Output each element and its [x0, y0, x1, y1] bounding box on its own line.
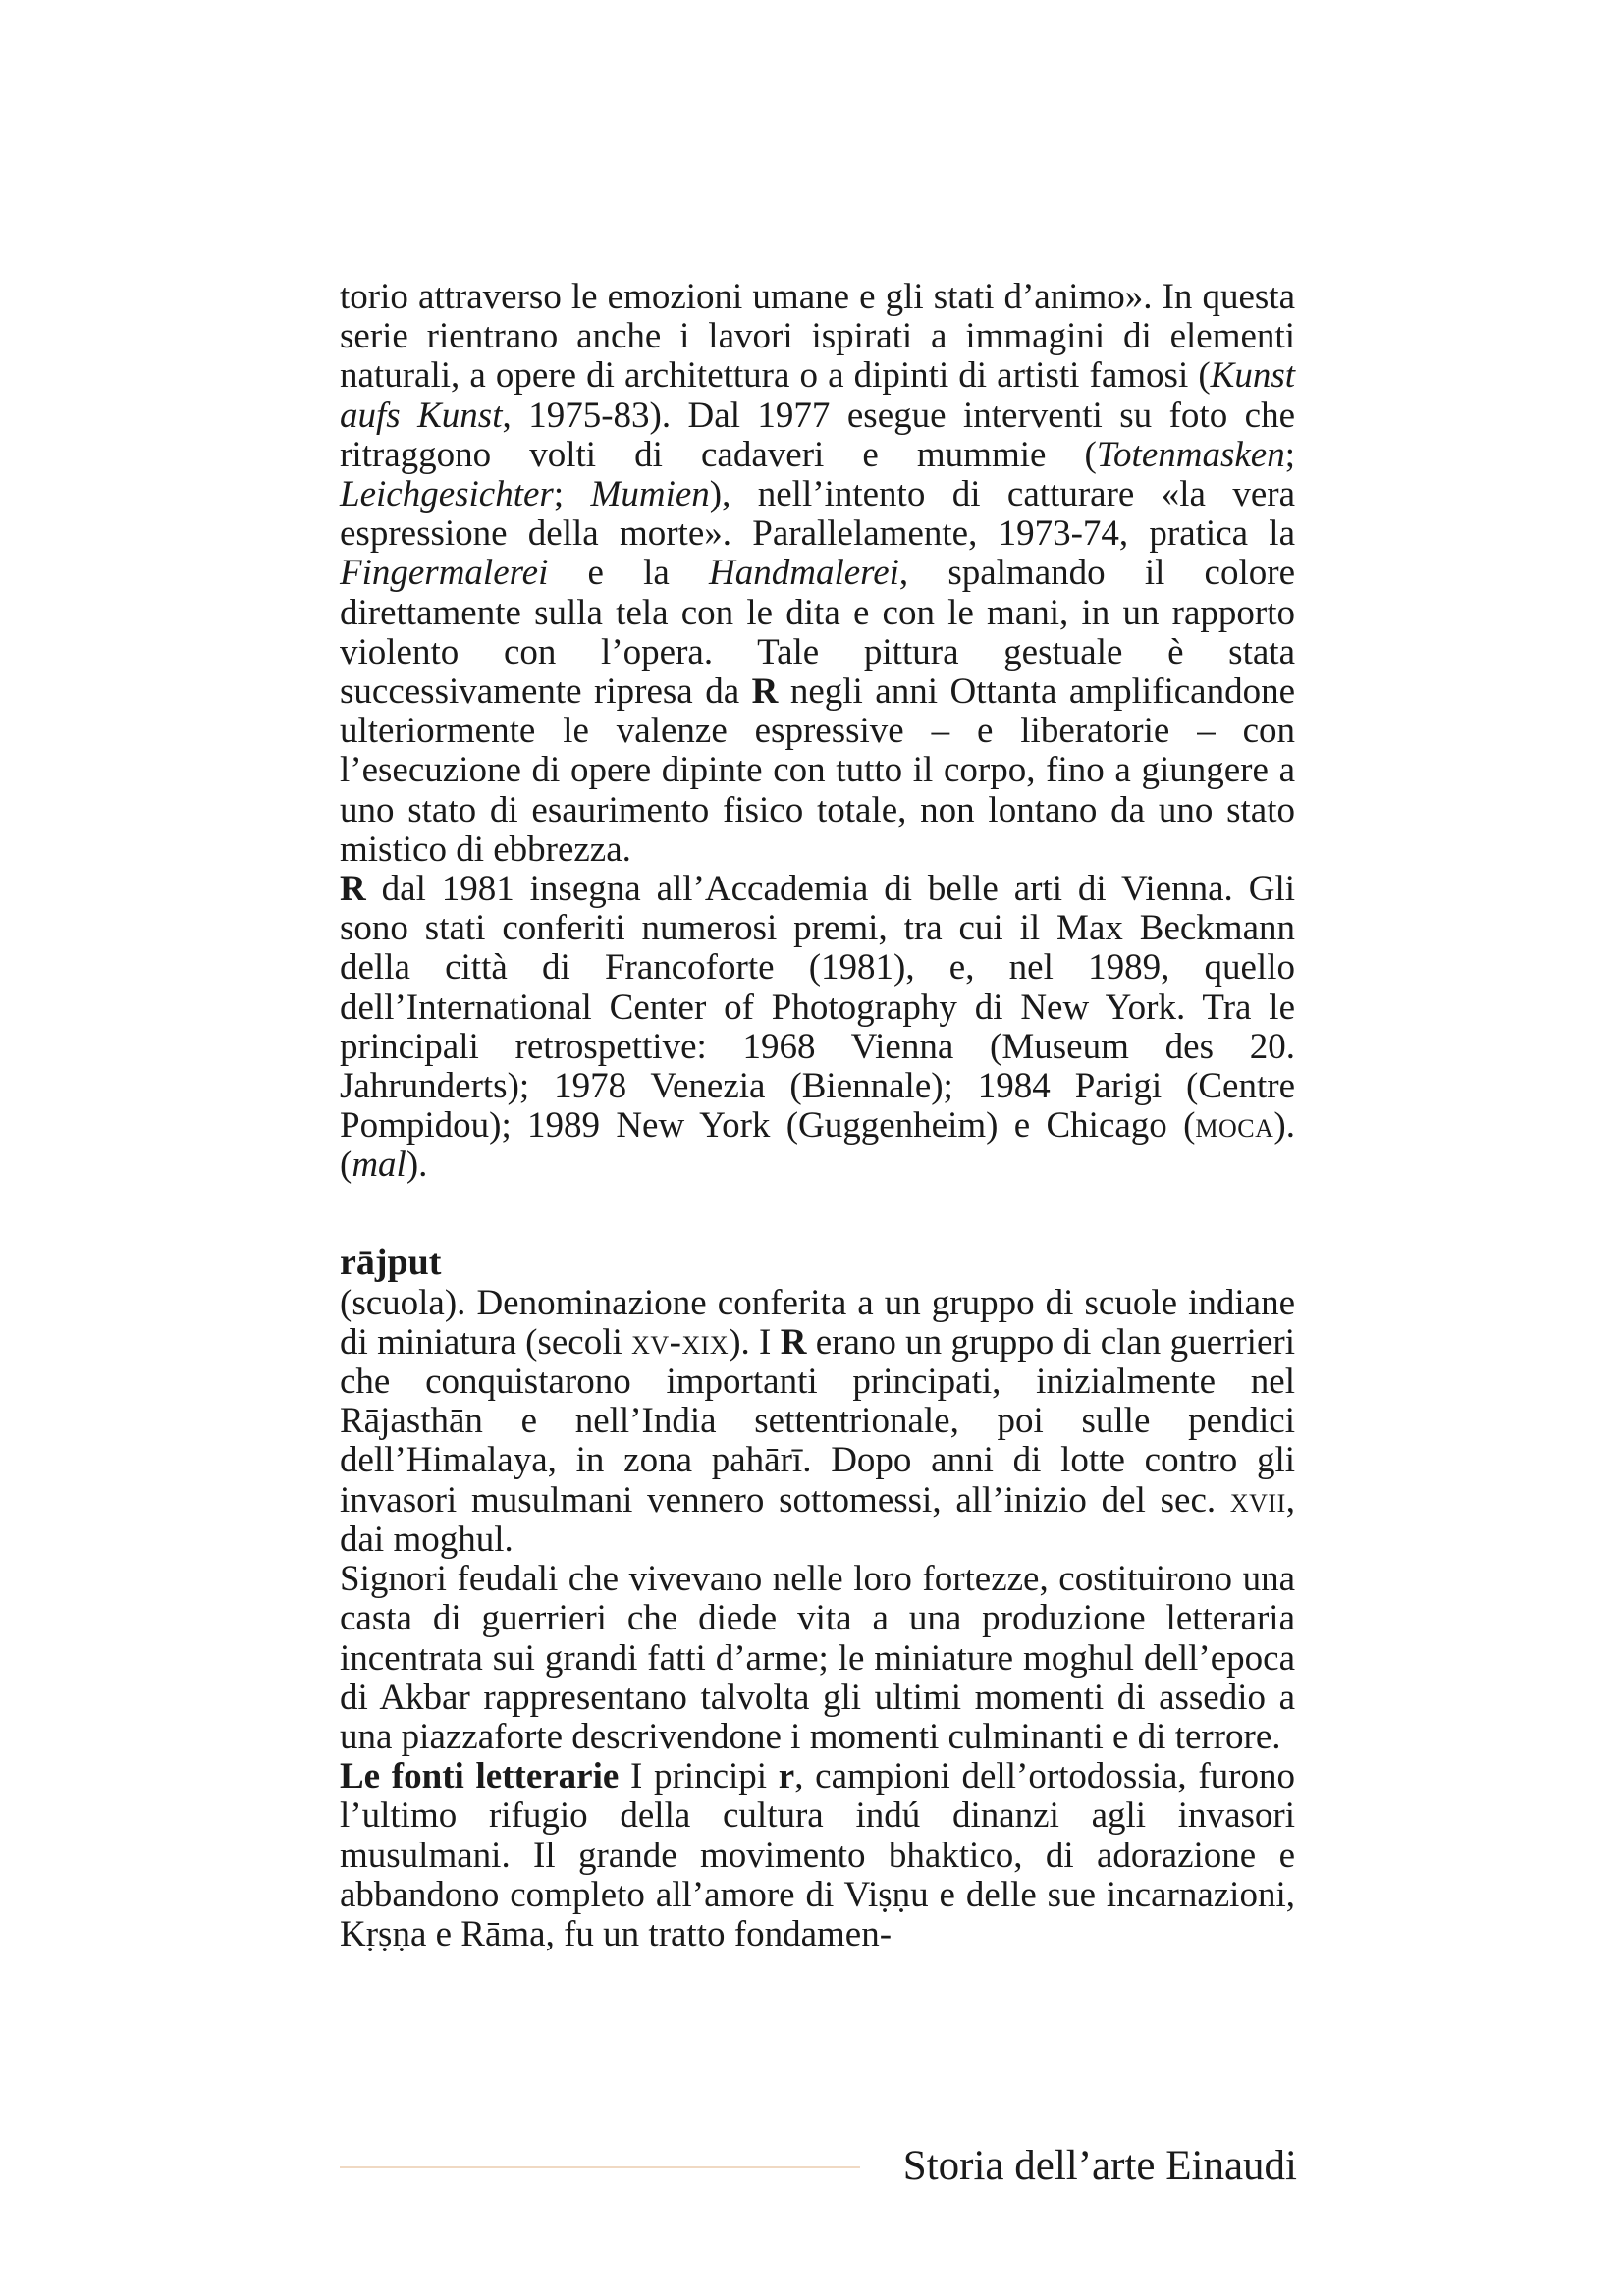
text-run: Totenmasken — [1096, 434, 1285, 475]
text-run: R — [780, 1321, 807, 1362]
text-column — [340, 278, 1295, 1954]
body-paragraph — [340, 278, 1295, 870]
text-run: torio attraverso le emozioni umane e gli stati d’animo». In questa serie rientrano anche i lavori ispirati a immagini di elementi naturali, a opere di architettura o a dipinti di artisti famosi ( — [340, 277, 1295, 397]
text-run: xvii — [1229, 1479, 1286, 1521]
text-run: xv-xix — [631, 1321, 730, 1362]
body-paragraph — [340, 1284, 1295, 1560]
body-paragraph — [340, 1757, 1295, 1954]
text-run: ), nell’intento di catturare «la vera espressione della morte». Parallelamente, 1973-74, pratica la — [340, 474, 1296, 555]
text-run: R — [340, 869, 366, 910]
footer-title: Storia dell’arte Einaudi — [902, 2143, 1297, 2189]
entry-headword: rājput — [340, 1241, 442, 1283]
text-run: Kunst aufs Kunst — [340, 355, 1295, 436]
body-paragraph — [340, 1560, 1295, 1757]
text-run: erano un gruppo di clan guerrieri che conquistarono importanti principati, inizialmente nel Rājasthān e nell’India settentrionale, poi sulle pendici dell’Himalaya, in zona pahārī. Dopo anni di lotte contro gli invasori musulmani vennero sottomessi, all’inizio del sec. — [340, 1321, 1295, 1521]
text-run: negli anni Ottanta amplificandone ulteriormente le valenze espressive – e liberatorie – con l’esecuzione di opere dipinte con tutto il corpo, fino a giungere a uno stato di esaurimento fisico totale, non lontano da uno stato mistico di ebbrezza. — [340, 671, 1295, 870]
text-run: Mumien — [590, 474, 710, 515]
footer-rule — [340, 2166, 860, 2168]
text-run: mal — [352, 1145, 406, 1186]
text-run: Signori feudali che vivevano nelle loro fortezze, costituirono una casta di guerrieri che diede vita a una produzione letteraria incentrata sui grandi fatti d’arme; le miniature moghul dell’epoca di Akbar rappresentano talvolta gli ultimi momenti di assedio a una piazzaforte descrivendone i momenti culminanti e di terrore. — [340, 1559, 1295, 1757]
entry-separator — [340, 1186, 1295, 1241]
text-run: , campioni dell’ortodossia, furono l’ultimo rifugio della cultura indú dinanzi agli invasori musulmani. Il grande movimento bhaktico, di adorazione e abbandono completo all’amore di Viṣṇu e delle sue incarnazioni, Kṛṣṇa e Rāma, fu un tratto fondamen- — [340, 1756, 1295, 1954]
text-run: , dai moghul. — [340, 1479, 1295, 1560]
text-run: e la — [548, 553, 710, 594]
text-run: (scuola). Denominazione conferita a un gruppo di scuole indiane di miniatura (secoli — [340, 1282, 1295, 1362]
text-run: ). I — [729, 1321, 781, 1362]
text-run: I principi — [619, 1756, 779, 1797]
text-run: r — [778, 1756, 795, 1797]
text-run: Fingermalerei — [340, 553, 549, 594]
text-run: Leichgesichter — [340, 474, 554, 515]
text-run: Handmalerei — [709, 553, 899, 594]
previous-entry-continuation — [340, 278, 1295, 1186]
text-run: ; — [553, 474, 591, 515]
dictionary-entry — [340, 1241, 1295, 1954]
body-paragraph — [340, 870, 1295, 1186]
text-run: Le fonti letterarie — [340, 1756, 620, 1797]
text-run: ). — [406, 1145, 428, 1186]
text-run: moca — [1195, 1105, 1274, 1147]
text-run: , 1975-83). Dal 1977 esegue interventi su foto che ritraggono volti di cadaveri e mummie ( — [340, 395, 1295, 475]
text-run: R — [751, 671, 779, 713]
text-run: dal 1981 insegna all’Accademia di belle arti di Vienna. Gli sono stati conferiti numerosi premi, tra cui il Max Beckmann della città di Francoforte (1981), e, nel 1989, quello dell’International Center of Photography di New York. Tra le principali retrospettive: 1968 Vienna (Museum des 20. Jahrunderts); 1978 Venezia (Biennale); 1984 Parigi (Centre Pompidou); 1989 New York (Guggenheim) e Chicago ( — [340, 869, 1295, 1147]
text-run: , spalmando il colore direttamente sulla tela con le dita e con le mani, in un rapporto violento con l’opera. Tale pittura gestuale è stata successivamente ripresa da — [340, 553, 1296, 713]
text-run: ). ( — [340, 1105, 1295, 1186]
text-run: ; — [1284, 434, 1295, 475]
